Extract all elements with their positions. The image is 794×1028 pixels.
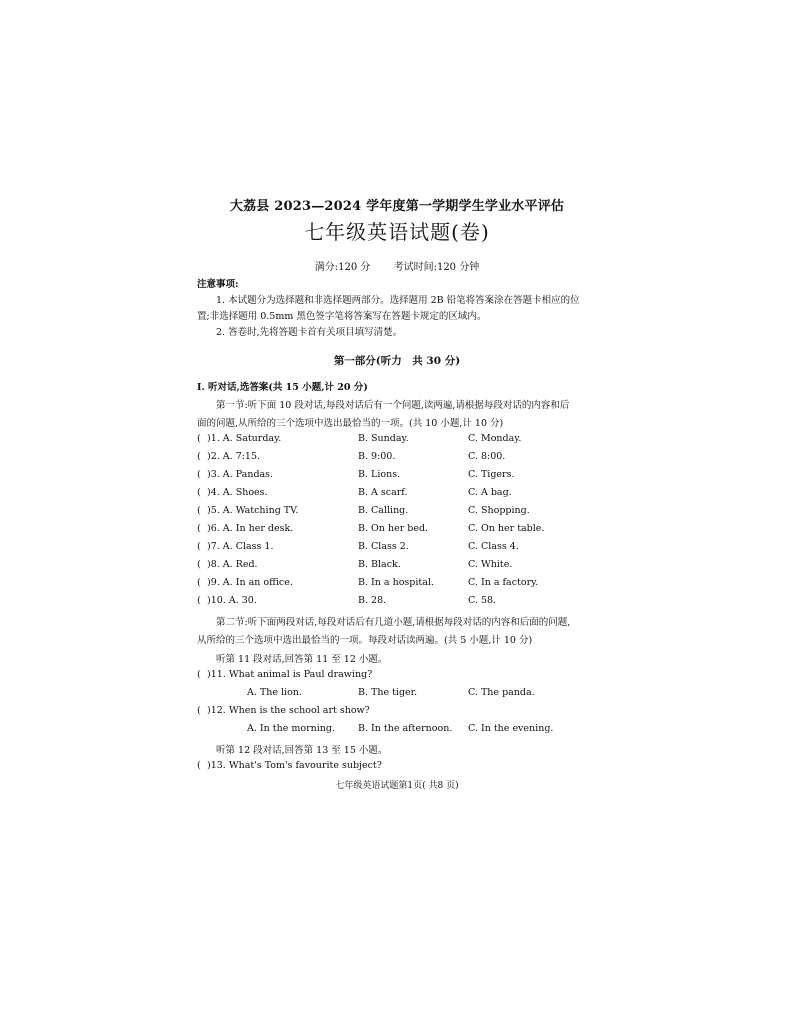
notice-heading: 注意事项: xyxy=(197,279,239,290)
answer-paren[interactable]: ( xyxy=(197,760,201,771)
dialog12-instruction: 听第 12 段对话,回答第 13 至 15 小题。 xyxy=(216,745,388,756)
option-b: B. Black. xyxy=(358,559,401,570)
question-number-option-a: )1. A. Saturday. xyxy=(207,433,282,444)
answer-paren[interactable]: ( xyxy=(197,505,201,516)
option-a: A. The lion. xyxy=(247,687,302,698)
answer-paren[interactable]: ( xyxy=(197,577,201,588)
option-a: A. In the morning. xyxy=(247,723,336,734)
question-row xyxy=(197,559,617,573)
full-score: 满分:120 分 xyxy=(314,262,371,273)
option-c: C. On her table. xyxy=(468,523,545,534)
question-number-option-a: )2. A. 7:15. xyxy=(207,451,261,462)
exam-title-line2: 七年级英语试题(卷) xyxy=(304,220,490,244)
question-row xyxy=(197,451,617,465)
option-row xyxy=(197,723,617,737)
question-number-option-a: )10. A. 30. xyxy=(207,595,257,606)
notice-item2: 2. 答卷时,先将答题卡首有关项目填写清楚。 xyxy=(216,327,403,338)
option-b: B. In a hospital. xyxy=(358,577,434,588)
question-row xyxy=(197,469,617,483)
part1-heading: 第一部分(听力 共 30 分) xyxy=(333,355,461,367)
option-b: B. Sunday. xyxy=(358,433,409,444)
question-row xyxy=(197,705,617,719)
question-row xyxy=(197,595,617,609)
question-row xyxy=(197,505,617,519)
option-c: C. 58. xyxy=(468,595,497,606)
option-c: C. The panda. xyxy=(468,687,535,698)
option-b: B. 28. xyxy=(358,595,387,606)
question-row xyxy=(197,523,617,537)
option-b: B. 9:00. xyxy=(358,451,396,462)
answer-paren[interactable]: ( xyxy=(197,705,201,716)
question-row xyxy=(197,577,617,591)
option-c: C. In a factory. xyxy=(468,577,539,588)
question-stem: )13. What's Tom's favourite subject? xyxy=(207,760,382,771)
question-row xyxy=(197,487,617,501)
answer-paren[interactable]: ( xyxy=(197,523,201,534)
section2-instruction-line2: 从所给的三个选项中选出最恰当的一项。每段对话读两遍。(共 5 小题,计 10 分) xyxy=(197,635,533,646)
score-time-line xyxy=(0,258,794,273)
question-stem: )12. When is the school art show? xyxy=(207,705,370,716)
option-b: B. Lions. xyxy=(358,469,401,480)
section1-instruction-line2: 面的问题,从所给的三个选项中选出最恰当的一项。(共 10 小题,计 10 分) xyxy=(197,418,504,429)
option-c: C. White. xyxy=(468,559,513,570)
option-b: B. A scarf. xyxy=(358,487,408,498)
option-b: B. In the afternoon. xyxy=(358,723,453,734)
page-footer: 七年级英语试题第1页( 共8 页) xyxy=(335,781,459,791)
answer-paren[interactable]: ( xyxy=(197,595,201,606)
option-c: C. Tigers. xyxy=(468,469,515,480)
question-number-option-a: )9. A. In an office. xyxy=(207,577,293,588)
option-c: C. 8:00. xyxy=(468,451,506,462)
question-stem: )11. What animal is Paul drawing? xyxy=(207,669,373,680)
option-c: C. Shopping. xyxy=(468,505,530,516)
option-row xyxy=(197,687,617,701)
question-number-option-a: )3. A. Pandas. xyxy=(207,469,274,480)
section1-title: Ⅰ. 听对话,选答案(共 15 小题,计 20 分) xyxy=(197,382,368,393)
exam-time: 考试时间:120 分钟 xyxy=(393,262,480,273)
answer-paren[interactable]: ( xyxy=(197,487,201,498)
question-row xyxy=(197,760,617,774)
question-number-option-a: )6. A. In her desk. xyxy=(207,523,294,534)
answer-paren[interactable]: ( xyxy=(197,433,201,444)
question-row xyxy=(197,433,617,447)
option-c: C. In the evening. xyxy=(468,723,554,734)
question-number-option-a: )7. A. Class 1. xyxy=(207,541,274,552)
answer-paren[interactable]: ( xyxy=(197,559,201,570)
exam-title-line1: 大荔县 2023—2024 学年度第一学期学生学业水平评估 xyxy=(229,199,565,214)
option-b: B. Class 2. xyxy=(358,541,409,552)
answer-paren[interactable]: ( xyxy=(197,469,201,480)
question-row xyxy=(197,669,617,683)
question-row xyxy=(197,541,617,555)
question-number-option-a: )8. A. Red. xyxy=(207,559,258,570)
option-c: C. Monday. xyxy=(468,433,522,444)
option-c: C. A bag. xyxy=(468,487,512,498)
option-b: B. Calling. xyxy=(358,505,409,516)
section1-instruction-line1: 第一节:听下面 10 段对话,每段对话后有一个问题,读两遍,请根据每段对话的内容和后 xyxy=(216,400,570,411)
option-c: C. Class 4. xyxy=(468,541,519,552)
dialog11-instruction: 听第 11 段对话,回答第 11 至 12 小题。 xyxy=(216,654,388,665)
question-number-option-a: )4. A. Shoes. xyxy=(207,487,268,498)
answer-paren[interactable]: ( xyxy=(197,669,201,680)
question-number-option-a: )5. A. Watching TV. xyxy=(207,505,299,516)
answer-paren[interactable]: ( xyxy=(197,541,201,552)
option-b: B. The tiger. xyxy=(358,687,418,698)
answer-paren[interactable]: ( xyxy=(197,451,201,462)
notice-item1-line1: 1. 本试题分为选择题和非选择题两部分。选择题用 2B 铅笔将答案涂在答题卡相应的位 xyxy=(216,295,580,306)
notice-item1-line2: 置;非选择题用 0.5mm 黑色签字笔将答案写在答题卡规定的区域内。 xyxy=(197,311,487,322)
option-b: B. On her bed. xyxy=(358,523,429,534)
section2-instruction-line1: 第二节:听下面两段对话,每段对话后有几道小题,请根据每段对话的内容和后面的问题, xyxy=(216,617,571,628)
